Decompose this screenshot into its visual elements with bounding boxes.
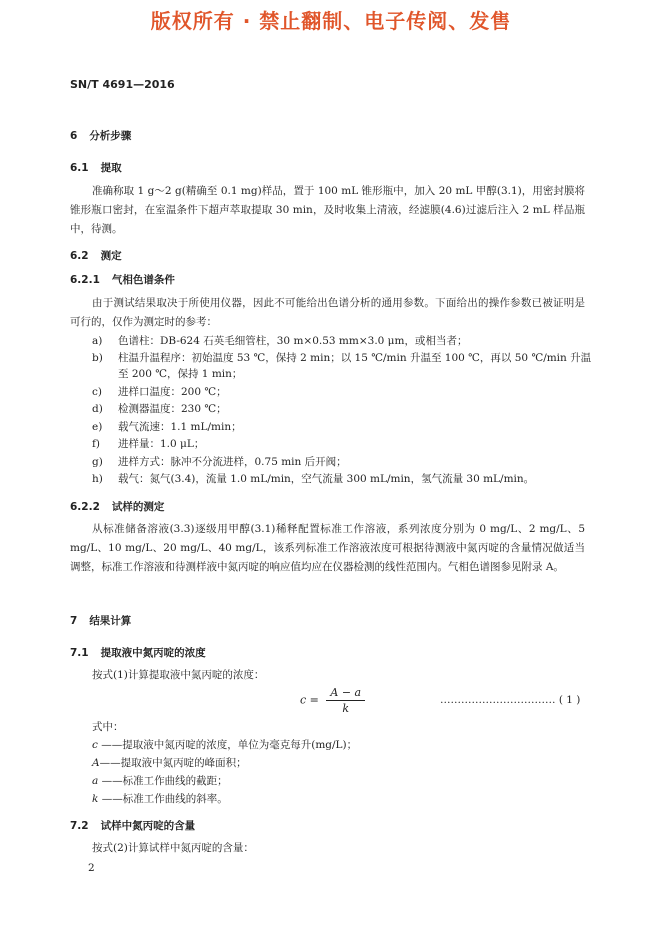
section-6-2-1-intro: 由于测试结果取决于所使用仪器，因此不可能给出色谱分析的通用参数。下面给出的操作参数已被证明是可行的，仅作为测定时的参考： [70, 297, 585, 328]
list-text: 进样口温度：200 ℃； [118, 386, 227, 398]
variable-definition [92, 791, 228, 808]
section-number: 6.2 [70, 250, 89, 262]
section-title: 提取液中氮丙啶的浓度 [100, 647, 206, 659]
section-7-2-intro: 按式(2)计算试样中氮丙啶的含量： [92, 842, 254, 854]
section-6-2-1-heading [70, 272, 175, 287]
section-7-heading [70, 613, 131, 628]
section-number: 7.1 [70, 647, 89, 659]
variable-text: ——标准工作曲线的斜率。 [101, 793, 228, 805]
formula-lhs: c = [300, 693, 319, 707]
section-number: 7.2 [70, 820, 89, 832]
list-text: 进样方式：脉冲不分流进样，0.75 min 后开阀； [118, 456, 347, 468]
list-item-continuation: 至 200 ℃，保持 1 min； [118, 368, 243, 380]
list-text: 检测器温度：230 ℃； [118, 403, 227, 415]
list-text: 色谱柱：DB-624 石英毛细管柱，30 m×0.53 mm×3.0 μm，或相当者； [118, 335, 468, 347]
list-text: 载气流速：1.1 mL/min； [118, 421, 242, 433]
variable-symbol: a [92, 775, 99, 787]
formula-denominator: k [342, 702, 350, 715]
list-marker: e) [92, 421, 103, 433]
standard-number: SN/T 4691—2016 [70, 78, 175, 91]
equation-label: ( 1 ) [558, 694, 581, 706]
list-text: 柱温升温程序：初始温度 53 ℃，保持 2 min；以 15 ℃/min 升温至 100 ℃，再以 50 ℃/min 升温 [118, 352, 592, 364]
formula-fraction [326, 686, 365, 715]
formula-1 [300, 686, 365, 715]
page-number: 2 [88, 862, 95, 874]
variable-definition [92, 773, 228, 790]
section-number: 6.1 [70, 162, 89, 174]
variable-symbol: c [92, 739, 98, 751]
section-6-2-heading [70, 248, 122, 263]
list-marker: d) [92, 403, 103, 415]
variable-symbol: k [92, 793, 99, 805]
section-title: 气相色谱条件 [111, 274, 175, 286]
section-7-1-heading [70, 645, 206, 660]
section-title: 提取 [100, 162, 122, 174]
list-marker: g) [92, 456, 103, 468]
section-number: 6.2.2 [70, 501, 100, 513]
copyright-banner: 版权所有 · 禁止翻制、电子传阅、发售 [150, 9, 512, 33]
section-7-2-heading [70, 818, 195, 833]
list-marker: f) [92, 438, 100, 450]
section-7-1-intro: 按式(1)计算提取液中氮丙啶的浓度： [92, 669, 265, 681]
section-title: 分析步骤 [89, 130, 132, 142]
equation-number [440, 694, 580, 706]
variable-definition [92, 755, 247, 772]
variable-text: ——提取液中氮丙啶的峰面积； [99, 757, 247, 769]
variable-symbol: A [92, 757, 100, 769]
section-6-1-heading [70, 160, 122, 175]
section-number: 6 [70, 130, 78, 142]
list-marker: c) [92, 386, 102, 398]
section-number: 6.2.1 [70, 274, 100, 286]
list-marker: a) [92, 335, 103, 347]
section-title: 试样中氮丙啶的含量 [100, 820, 196, 832]
variable-text: ——提取液中氮丙啶的浓度，单位为毫克每升(mg/L)； [101, 739, 358, 751]
where-label: 式中： [92, 721, 124, 733]
section-6-1-body: 准确称取 1 g～2 g(精确至 0.1 mg)样品，置于 100 mL 锥形瓶中，加入 20 mL 甲醇(3.1)，用密封膜将锥形瓶口密封，在室温条件下超声萃取提取 30 min，及时收集上清液，经滤膜(4.6)过滤后注入 2 mL 样品瓶中，待测。 [70, 185, 585, 235]
list-marker: h) [92, 473, 103, 485]
section-title: 结果计算 [89, 615, 132, 627]
section-title: 测定 [100, 250, 122, 262]
section-6-heading [70, 128, 131, 143]
section-number: 7 [70, 615, 78, 627]
formula-numerator: A − a [326, 686, 365, 701]
list-text: 进样量：1.0 μL； [118, 438, 205, 450]
variable-definition [92, 737, 357, 754]
equation-leader: …………………………… [440, 694, 556, 706]
list-marker: b) [92, 352, 103, 364]
variable-text: ——标准工作曲线的截距； [101, 775, 228, 787]
section-6-2-2-body: 从标准储备溶液(3.3)逐级用甲醇(3.1)稀释配置标准工作溶液，系列浓度分别为 0 mg/L、2 mg/L、5 mg/L、10 mg/L、20 mg/L、40 mg/L，该系列标准工作溶液浓度可根据待测液中氮丙啶的含量情况做适当调整，标准工作溶液和待测样液中氮丙啶的响应值均应在仪器检测的线性范围内。气相色谱图参见附录 A。 [70, 523, 585, 573]
list-text: 载气：氮气(3.4)，流量 1.0 mL/min，空气流量 300 mL/min，氢气流量 30 mL/min。 [118, 473, 535, 485]
section-6-2-2-heading [70, 499, 164, 514]
section-title: 试样的测定 [111, 501, 165, 513]
